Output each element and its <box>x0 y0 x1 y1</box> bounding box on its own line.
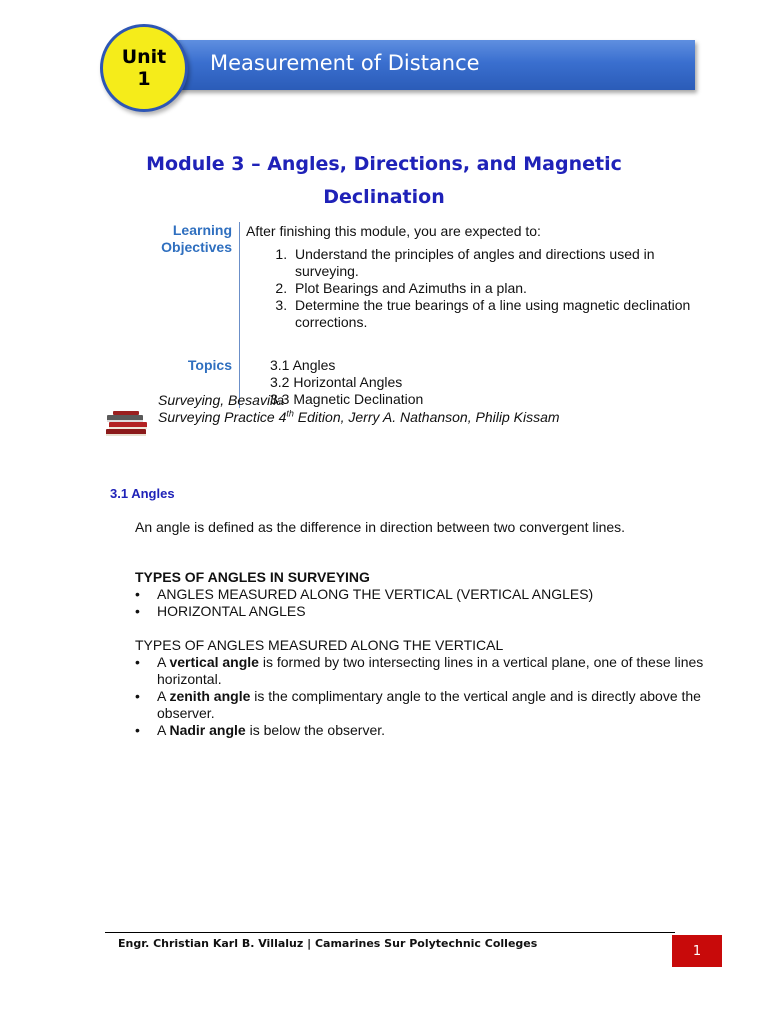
learning-objectives-label <box>100 222 232 256</box>
item-description: is formed by two intersecting lines in a vertical plane, one of these lines horizontal. <box>157 654 704 687</box>
term-vertical-angle: vertical angle <box>169 654 259 670</box>
types-heading: TYPES OF ANGLES IN SURVEYING <box>135 569 370 585</box>
books-icon <box>103 410 153 440</box>
reference-2-rest: Edition, Jerry A. Nathanson, Philip Kissam <box>293 409 560 425</box>
list-item: • ANGLES MEASURED ALONG THE VERTICAL (VERTICAL ANGLES) <box>135 586 695 603</box>
page-number: 1 <box>672 935 722 967</box>
references <box>158 392 560 426</box>
item-prefix: A <box>157 688 170 704</box>
objective-item: 1. Understand the principles of angles and directions used in surveying. <box>291 246 721 280</box>
module-title <box>120 148 648 214</box>
term-nadir-angle: Nadir angle <box>169 722 246 738</box>
header-banner <box>140 40 695 90</box>
item-prefix: A <box>157 722 170 738</box>
reference-2 <box>158 409 560 426</box>
learning-objectives-label-line1: Learning <box>172 222 232 238</box>
item-description: is below the observer. <box>245 722 386 738</box>
angle-definition: An angle is defined as the difference in direction between two convergent lines. <box>135 519 626 535</box>
objectives-intro: After finishing this module, you are expected to: <box>246 223 541 239</box>
list-item: • HORIZONTAL ANGLES <box>135 603 695 620</box>
reference-1: Surveying, Besavilla <box>158 392 285 408</box>
topics-label: Topics <box>187 357 232 373</box>
reference-2-superscript: th <box>286 408 294 419</box>
vertical-divider <box>239 222 240 408</box>
list-item <box>135 654 705 688</box>
unit-label: Unit <box>121 46 167 68</box>
types-list <box>135 586 695 620</box>
objective-item: 3. Determine the true bearings of a line using magnetic declination corrections. <box>291 297 721 331</box>
list-item <box>135 688 705 722</box>
vertical-types-heading: TYPES OF ANGLES MEASURED ALONG THE VERTICAL <box>135 637 504 653</box>
module-title-line1: Module 3 – Angles, Directions, and Magnetic <box>146 153 622 175</box>
list-item <box>135 722 705 739</box>
footer-divider <box>105 932 675 933</box>
objective-item: 2. Plot Bearings and Azimuths in a plan. <box>291 280 721 297</box>
topic-item: 3.3 Magnetic Declination <box>270 391 424 407</box>
item-description: is the complimentary angle to the vertical angle and is directly above the observer. <box>157 688 701 721</box>
objectives-list <box>247 246 721 331</box>
unit-badge <box>100 24 188 112</box>
item-prefix: A <box>157 654 170 670</box>
learning-objectives-label-line2: Objectives <box>161 239 232 255</box>
unit-title: Measurement of Distance <box>210 51 480 75</box>
footer-author: Engr. Christian Karl B. Villaluz | Camarines Sur Polytechnic Colleges <box>118 937 538 950</box>
module-title-line2: Declination <box>323 186 445 208</box>
section-heading: 3.1 Angles <box>110 486 175 501</box>
topic-item: 3.2 Horizontal Angles <box>270 374 403 390</box>
topic-item: 3.1 Angles <box>270 357 336 373</box>
reference-2-title: Surveying Practice 4 <box>158 409 287 425</box>
unit-number: 1 <box>137 68 151 90</box>
term-zenith-angle: zenith angle <box>169 688 251 704</box>
vertical-types-list <box>135 654 705 739</box>
